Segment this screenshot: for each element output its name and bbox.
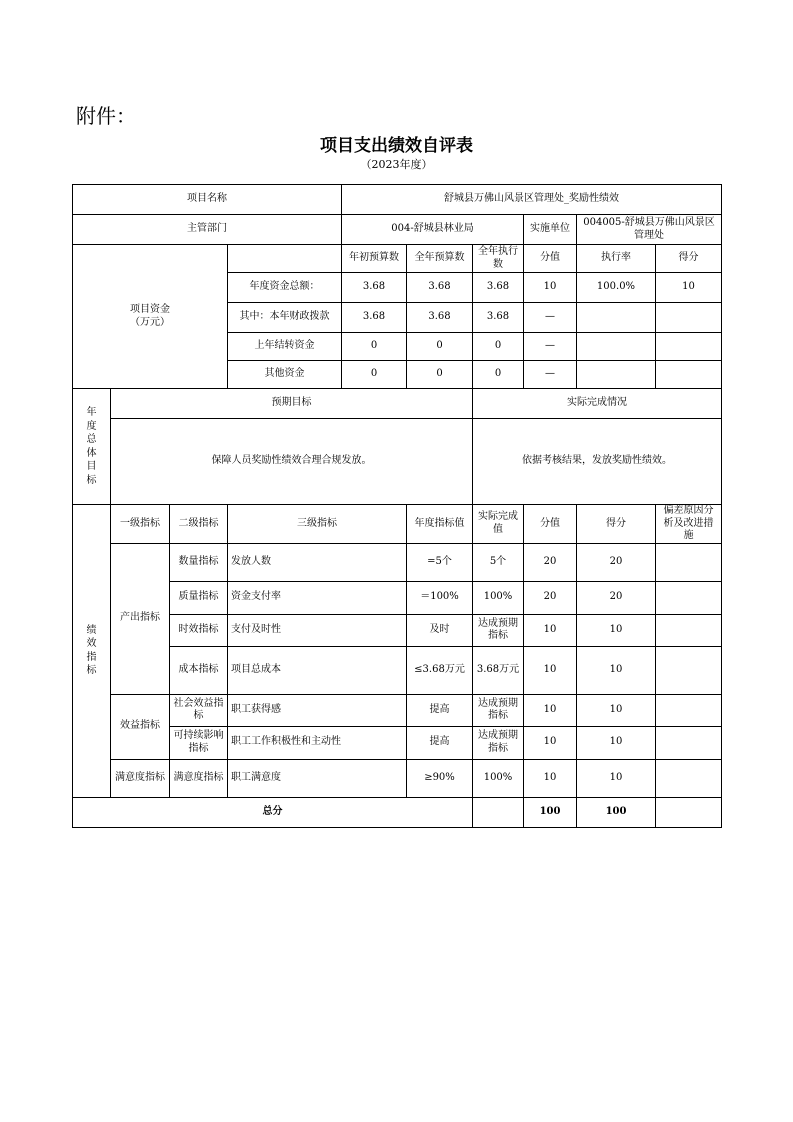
funds-header: 得分 xyxy=(656,245,722,273)
goals-header-row xyxy=(73,389,722,419)
got-value: 10 xyxy=(577,694,656,726)
funds-cell: — xyxy=(524,303,577,333)
level2-label: 满意度指标 xyxy=(170,759,228,797)
total-note xyxy=(656,797,722,827)
funds-cell: 0 xyxy=(342,333,407,361)
target-value: 及时 xyxy=(407,614,473,646)
funds-header: 全年执行数 xyxy=(473,245,524,273)
score-value: 10 xyxy=(524,614,577,646)
indicator-header: 实际完成值 xyxy=(473,505,524,544)
indicator-header: 偏差原因分析及改进措施 xyxy=(656,505,722,544)
actual-value: 3.68万元 xyxy=(473,646,524,694)
score-value: 10 xyxy=(524,726,577,759)
funds-cell: 0 xyxy=(473,333,524,361)
funds-cell: 0 xyxy=(407,333,473,361)
funds-header: 全年预算数 xyxy=(407,245,473,273)
dept-label: 主管部门 xyxy=(73,215,342,245)
funds-cell: 0 xyxy=(473,361,524,389)
evaluation-table xyxy=(72,184,722,828)
target-value: ≥90% xyxy=(407,759,473,797)
indicator-header: 三级指标 xyxy=(228,505,407,544)
funds-cell: 3.68 xyxy=(407,273,473,303)
funds-header-row xyxy=(73,245,722,273)
indicator-row xyxy=(73,614,722,646)
indicator-row xyxy=(73,694,722,726)
funds-cell: 10 xyxy=(524,273,577,303)
funds-cell xyxy=(656,333,722,361)
funds-row-label: 其他资金 xyxy=(228,361,342,389)
level3-label: 资金支付率 xyxy=(228,581,407,614)
funds-cell: — xyxy=(524,333,577,361)
total-row xyxy=(73,797,722,827)
document-year: （2023年度） xyxy=(360,158,433,171)
indicator-header: 二级指标 xyxy=(170,505,228,544)
note-value xyxy=(656,726,722,759)
note-value xyxy=(656,614,722,646)
got-value: 10 xyxy=(577,646,656,694)
level1-label: 满意度指标 xyxy=(111,759,170,797)
project-name-row xyxy=(73,185,722,215)
got-value: 10 xyxy=(577,726,656,759)
score-value: 10 xyxy=(524,759,577,797)
level2-label: 成本指标 xyxy=(170,646,228,694)
funds-cell: 3.68 xyxy=(473,273,524,303)
department-row xyxy=(73,215,722,245)
level2-label: 可持续影响指标 xyxy=(170,726,228,759)
document-title: 项目支出绩效自评表 xyxy=(320,136,473,156)
funds-cell xyxy=(577,333,656,361)
indicator-header: 分值 xyxy=(524,505,577,544)
total-score: 100 xyxy=(524,797,577,827)
indicator-row xyxy=(73,759,722,797)
level3-label: 发放人数 xyxy=(228,543,407,581)
indicator-row xyxy=(73,646,722,694)
target-value: ≤3.68万元 xyxy=(407,646,473,694)
level3-label: 项目总成本 xyxy=(228,646,407,694)
score-value: 20 xyxy=(524,543,577,581)
impl-label: 实施单位 xyxy=(524,215,577,245)
indicator-header: 得分 xyxy=(577,505,656,544)
goals-content-row xyxy=(73,419,722,505)
funds-cell xyxy=(656,361,722,389)
funds-label-line1: 项目资金 xyxy=(130,304,170,315)
project-name-value: 舒城县万佛山风景区管理处_奖励性绩效 xyxy=(342,185,722,215)
actual-value: 100% xyxy=(473,759,524,797)
got-value: 20 xyxy=(577,543,656,581)
dept-value: 004-舒城县林业局 xyxy=(342,215,524,245)
funds-cell: 3.68 xyxy=(473,303,524,333)
funds-header: 执行率 xyxy=(577,245,656,273)
funds-cell: 0 xyxy=(407,361,473,389)
indicator-row xyxy=(73,726,722,759)
actual-goal-header: 实际完成情况 xyxy=(473,389,722,419)
goals-label xyxy=(73,389,111,505)
actual-value: 达成预期指标 xyxy=(473,694,524,726)
funds-cell: — xyxy=(524,361,577,389)
score-value: 10 xyxy=(524,646,577,694)
goals-label-text: 年度总体目标 xyxy=(86,407,97,486)
funds-header-blank xyxy=(228,245,342,273)
note-value xyxy=(656,646,722,694)
note-value xyxy=(656,694,722,726)
level3-label: 职工满意度 xyxy=(228,759,407,797)
funds-label xyxy=(73,245,228,389)
level2-label: 社会效益指标 xyxy=(170,694,228,726)
note-value xyxy=(656,543,722,581)
funds-label-line2: （万元） xyxy=(130,316,170,328)
level1-label: 产出指标 xyxy=(111,543,170,694)
indicators-label-text: 绩效指标 xyxy=(86,624,97,677)
indicator-header: 一级指标 xyxy=(111,505,170,544)
target-value: ＝100% xyxy=(407,581,473,614)
actual-value: 达成预期指标 xyxy=(473,726,524,759)
actual-goal-text: 依据考核结果，发放奖励性绩效。 xyxy=(473,419,722,505)
funds-row-label: 年度资金总额： xyxy=(228,273,342,303)
funds-cell: 3.68 xyxy=(342,273,407,303)
funds-cell: 0 xyxy=(342,361,407,389)
indicators-label xyxy=(73,505,111,798)
funds-cell xyxy=(656,303,722,333)
level1-label: 效益指标 xyxy=(111,694,170,759)
funds-cell: 10 xyxy=(656,273,722,303)
got-value: 10 xyxy=(577,759,656,797)
total-blank xyxy=(473,797,524,827)
funds-row-label: 上年结转资金 xyxy=(228,333,342,361)
project-name-label: 项目名称 xyxy=(73,185,342,215)
funds-cell xyxy=(577,303,656,333)
funds-header: 年初预算数 xyxy=(342,245,407,273)
indicator-row xyxy=(73,543,722,581)
level2-label: 时效指标 xyxy=(170,614,228,646)
attachment-label: 附件： xyxy=(76,104,136,128)
funds-row-label: 其中：本年财政拨款 xyxy=(228,303,342,333)
level2-label: 质量指标 xyxy=(170,581,228,614)
funds-cell: 3.68 xyxy=(407,303,473,333)
indicator-row xyxy=(73,581,722,614)
actual-value: 100% xyxy=(473,581,524,614)
target-value: =5个 xyxy=(407,543,473,581)
level3-label: 支付及时性 xyxy=(228,614,407,646)
actual-value: 5个 xyxy=(473,543,524,581)
target-value: 提高 xyxy=(407,726,473,759)
funds-cell: 100.0% xyxy=(577,273,656,303)
expected-goal-header: 预期目标 xyxy=(111,389,473,419)
score-value: 20 xyxy=(524,581,577,614)
level3-label: 职工获得感 xyxy=(228,694,407,726)
actual-value: 达成预期指标 xyxy=(473,614,524,646)
got-value: 10 xyxy=(577,614,656,646)
impl-value: 004005-舒城县万佛山风景区管理处 xyxy=(577,215,722,245)
level2-label: 数量指标 xyxy=(170,543,228,581)
indicator-header-row xyxy=(73,505,722,544)
expected-goal-text: 保障人员奖励性绩效合理合规发放。 xyxy=(111,419,473,505)
funds-cell xyxy=(577,361,656,389)
target-value: 提高 xyxy=(407,694,473,726)
score-value: 10 xyxy=(524,694,577,726)
funds-header: 分值 xyxy=(524,245,577,273)
funds-cell: 3.68 xyxy=(342,303,407,333)
note-value xyxy=(656,581,722,614)
total-got: 100 xyxy=(577,797,656,827)
got-value: 20 xyxy=(577,581,656,614)
indicator-header: 年度指标值 xyxy=(407,505,473,544)
total-label: 总分 xyxy=(73,797,473,827)
level3-label: 职工工作积极性和主动性 xyxy=(228,726,407,759)
note-value xyxy=(656,759,722,797)
